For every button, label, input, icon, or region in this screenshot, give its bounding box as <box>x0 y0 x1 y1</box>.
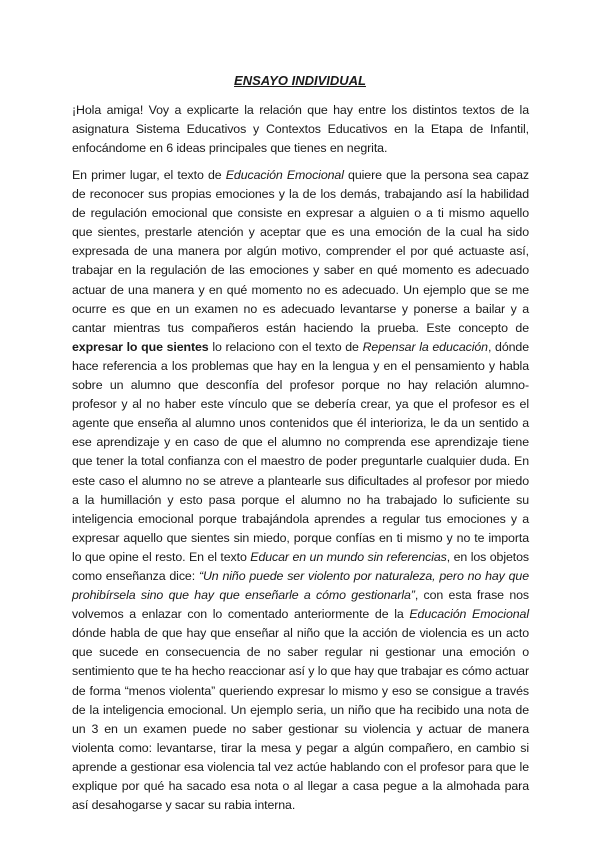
body-text-5: , en los objetos como enseñanza dice: <box>72 549 530 583</box>
body-text-2: quiere que la persona sea capaz de reconocer sus propias emociones y la de los demás, trabajando así la habilidad de regulación emocional que consiste en expresar a alguien o a ti mismo aquello que sientes, prestarle atención y aceptar que es una emoción de la cual ha sido expresada de una manera por algún motivo, comprender el por qué actuaste así, trabajar en la regulación de las emociones y saber en qué momento es adecuado actuar de una manera y en qué momento no es adecuado. Un ejemplo que se me ocurre es que en un examen no es adecuado levantarse y ponerse a bailar y a cantar mientras tus compañeros están haciendo la prueba. Este concepto de <box>72 168 529 335</box>
body-text-6: , con esta frase nos volvemos a enlazar con lo comentado anteriormente de la <box>72 588 529 622</box>
reference-educacion-emocional-2: Educación Emocional <box>409 607 529 622</box>
reference-educacion-emocional: Educación Emocional <box>225 168 344 182</box>
body-text-1: En primer lugar, el texto de <box>72 168 226 182</box>
intro-paragraph: ¡Hola amiga! Voy a explicarte la relación que hay entre los distintos textos de la asignatura Sistema Educativos y Contextos Educativos en la Etapa de Infantil, enfocándome en 6 ideas principales que tienes en negrita. <box>72 103 529 156</box>
body-text-3: lo relaciono con el texto de <box>208 339 363 354</box>
bold-main-idea: expresar lo que sientes <box>72 339 209 354</box>
reference-educar-mundo: Educar en un mundo sin referencias <box>250 549 447 564</box>
reference-repensar-educacion: Repensar la educación <box>362 339 488 354</box>
quotation: “Un niño puede ser violento por naturaleza, pero no hay que prohibírsela sino que hay que enseñarle a cómo gestionarla” <box>72 568 530 603</box>
body-text-7: dónde habla de que hay que enseñar al niño que la acción de violencia es un acto que sucede en consecuencia de no saber regular ni gestionar una emoción o sentimiento que te ha hecho reaccionar así y lo que hay que trabajar es cómo actuar de forma “menos violenta” queriendo expresar lo mismo y eso se consigue a través de la inteligencia emocional. Un ejemplo seria, un niño que ha recibido una nota de un 3 en un examen puede no saber gestionar su violencia y actuar de manera violenta como: levantarse, tirar la mesa y pegar a algún compañero, en cambio si aprende a gestionar esa violencia tal vez actúe hablando con el profesor para que le explique por qué ha sacado esa nota o al llegar a casa pegue a la almohada para así desahogarse y sacar su rabia interna. <box>72 626 529 813</box>
body-text-4: , dónde hace referencia a los problemas que hay en la lengua y en el pensamiento y habla sobre un alumno que desconfía del profesor porque no hay relación alumno-profesor y al no haber este vínculo que se debería crear, ya que el profesor es el agente que enseña al alumno unos contenidos que él interioriza, le da un sentido a ese aprendizaje y en caso de que el alumno no comprenda ese aprendizaje tiene que tener la total confianza con el maestro de poder preguntarle cualquier duda. En este caso el alumno no se atreve a plantearle sus dificultades al profesor por miedo a la humillación y esto pasa porque el alumno no ha trabajado lo suficiente su inteligencia emocional porque trabajándola aprendes a regular tus emociones y a expresar aquello que sientes sin miedo, porque confías en ti mismo y no te importa lo que opine el resto. En el texto <box>72 339 530 564</box>
essay-title: ENSAYO INDIVIDUAL <box>234 73 366 88</box>
body-paragraph <box>72 166 529 815</box>
